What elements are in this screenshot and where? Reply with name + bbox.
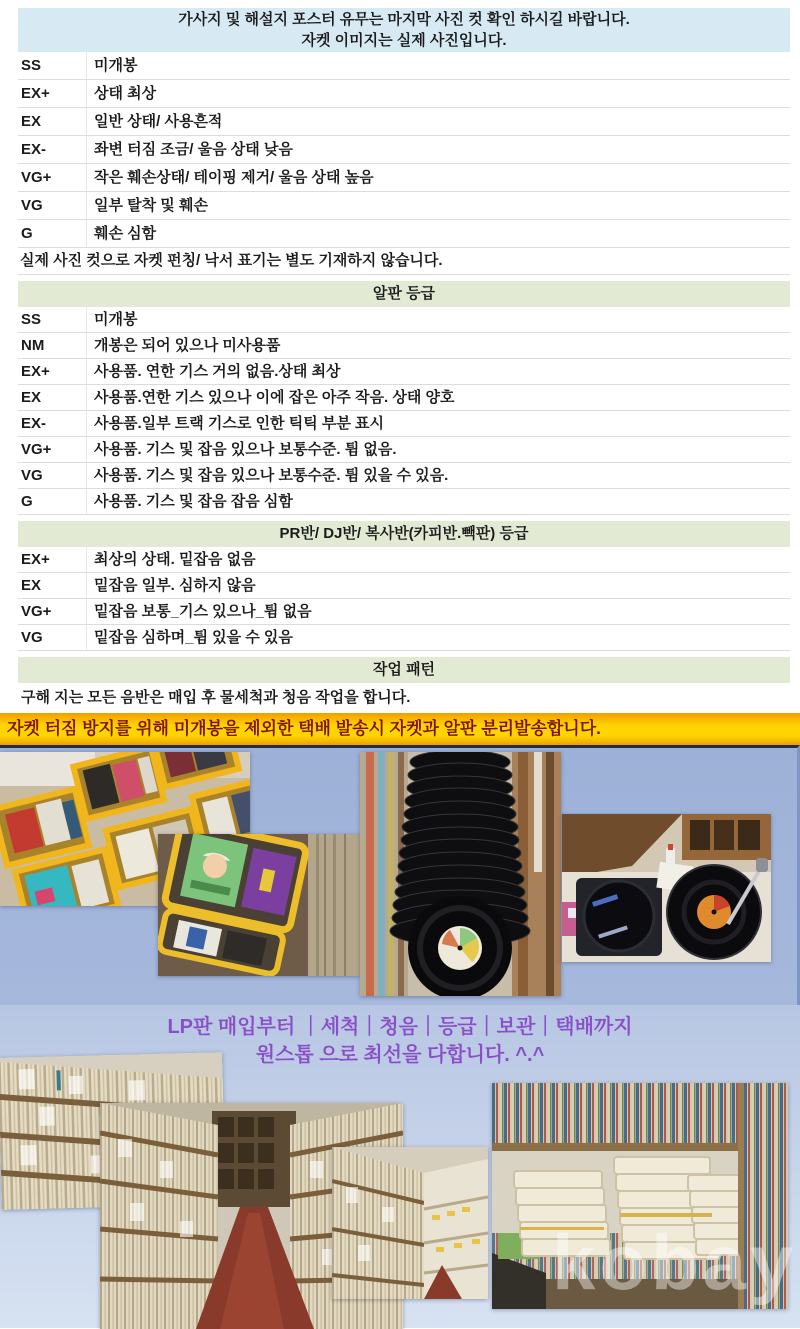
grade-code: VG: [21, 467, 43, 484]
grade-row: [18, 573, 790, 599]
grade-code: EX+: [21, 85, 50, 102]
header-notice-line1: 가사지 및 해설지 포스터 유무는 마지막 사진 컷 확인 하시길 바랍니다.: [178, 11, 630, 28]
promo-band: [0, 1005, 800, 1328]
grade-code: SS: [21, 57, 42, 74]
grade-desc: 사용품.연한 기스 있으나 이에 잡은 아주 작음. 상태 양호: [86, 385, 790, 410]
jacket-note: 실제 사진 컷으로 자켓 펀칭/ 낙서 표기는 별도 기재하지 않습니다.: [18, 248, 790, 275]
grade-code: EX: [21, 389, 42, 406]
grade-row: [18, 108, 790, 136]
kobay-watermark: kobay: [552, 1218, 798, 1306]
grade-desc: 사용품. 연한 기스 거의 없음.상태 최상: [86, 359, 790, 384]
grade-desc: 미개봉: [86, 307, 790, 332]
grade-row: [18, 385, 790, 411]
grade-code: G: [21, 493, 33, 510]
photo-turntables: [562, 814, 771, 962]
grade-desc: 밑잡음 일부. 심하지 않음: [86, 573, 790, 598]
grade-row: [18, 411, 790, 437]
grade-desc: 작은 훼손상태/ 테이핑 제거/ 울음 상태 높음: [86, 164, 790, 191]
grade-code: EX+: [21, 551, 50, 568]
grade-code: EX+: [21, 363, 50, 380]
grade-desc: 최상의 상태. 밑잡음 없음: [86, 547, 790, 572]
pr-grades-header: PR반/ DJ반/ 복사반(카피반.빽판) 등급: [18, 521, 790, 547]
grade-row: [18, 489, 790, 515]
photo-collage-band: [0, 745, 800, 1005]
grade-desc: 개봉은 되어 있으나 미사용품: [86, 333, 790, 358]
grade-row: [18, 463, 790, 489]
grade-desc: 사용품.일부 트랙 기스로 인한 틱틱 부분 표시: [86, 411, 790, 436]
grade-desc: 상태 최상: [86, 80, 790, 107]
photo-lp-trays: [158, 834, 360, 976]
grade-code: EX-: [21, 141, 47, 158]
photo-record-stack: [360, 752, 561, 996]
grade-row: [18, 437, 790, 463]
grade-code: SS: [21, 311, 42, 328]
grade-code: EX: [21, 577, 42, 594]
grade-row: [18, 164, 790, 192]
grade-desc: 일부 탈착 및 훼손: [86, 192, 790, 219]
grade-desc: 사용품. 기스 및 잡음 있으나 보통수준. 튐 있을 수 있음.: [86, 463, 790, 488]
grade-code: VG: [21, 197, 43, 214]
grade-desc: 밑잡음 보통_기스 있으나_튐 없음: [86, 599, 790, 624]
header-notice: [18, 8, 790, 52]
grade-desc: 좌변 터짐 조금/ 울음 상태 낮음: [86, 136, 790, 163]
promo-line1: LP판 매입부터 ｜세척｜청음｜등급｜보관｜택배까지: [167, 1016, 633, 1038]
grade-desc: 일반 상태/ 사용흔적: [86, 108, 790, 135]
grade-code: VG: [21, 629, 43, 646]
grade-row: [18, 136, 790, 164]
work-pattern-header: 작업 패턴: [18, 657, 790, 683]
grade-desc: 밑잡음 심하며_튐 있을 수 있음: [86, 625, 790, 650]
promo-line2: 원스톱 으로 최선을 다합니다. ^.^: [255, 1044, 545, 1066]
grade-code: VG+: [21, 441, 52, 458]
grade-row: [18, 359, 790, 385]
grade-code: EX-: [21, 415, 47, 432]
grade-row: [18, 80, 790, 108]
grade-row: [18, 547, 790, 573]
grade-desc: 미개봉: [86, 52, 790, 79]
grade-code: EX: [21, 113, 42, 130]
grade-code: VG+: [21, 169, 52, 186]
grade-row: [18, 599, 790, 625]
work-pattern-note: 구해 지는 모든 음반은 매입 후 물세척과 청음 작업을 합니다.: [21, 689, 411, 706]
photo-shelf-aisle-right: [332, 1147, 488, 1299]
grade-code: G: [21, 225, 33, 242]
jacket-grade-table: [18, 52, 790, 248]
grade-row: [18, 220, 790, 248]
grade-row: [18, 307, 790, 333]
grade-code: NM: [21, 337, 45, 354]
pr-grade-table: [18, 547, 790, 651]
grading-tables: [18, 8, 790, 713]
grade-desc: 훼손 심함: [86, 220, 790, 247]
grade-desc: 사용품. 기스 및 잡음 잡음 심함: [86, 489, 790, 514]
record-grade-table: [18, 307, 790, 515]
shipping-banner: 자켓 터짐 방지를 위해 미개봉을 제외한 택배 발송시 자켓과 알판 분리발송합니다.: [0, 713, 800, 745]
grade-desc: 사용품. 기스 및 잡음 있으나 보통수준. 튐 없음.: [86, 437, 790, 462]
grade-row: [18, 192, 790, 220]
grade-row: [18, 625, 790, 651]
grade-row: [18, 333, 790, 359]
record-grades-header: 알판 등급: [18, 281, 790, 307]
grade-code: VG+: [21, 603, 52, 620]
header-notice-line2: 자켓 이미지는 실제 사진입니다.: [301, 32, 507, 49]
grade-row: [18, 52, 790, 80]
